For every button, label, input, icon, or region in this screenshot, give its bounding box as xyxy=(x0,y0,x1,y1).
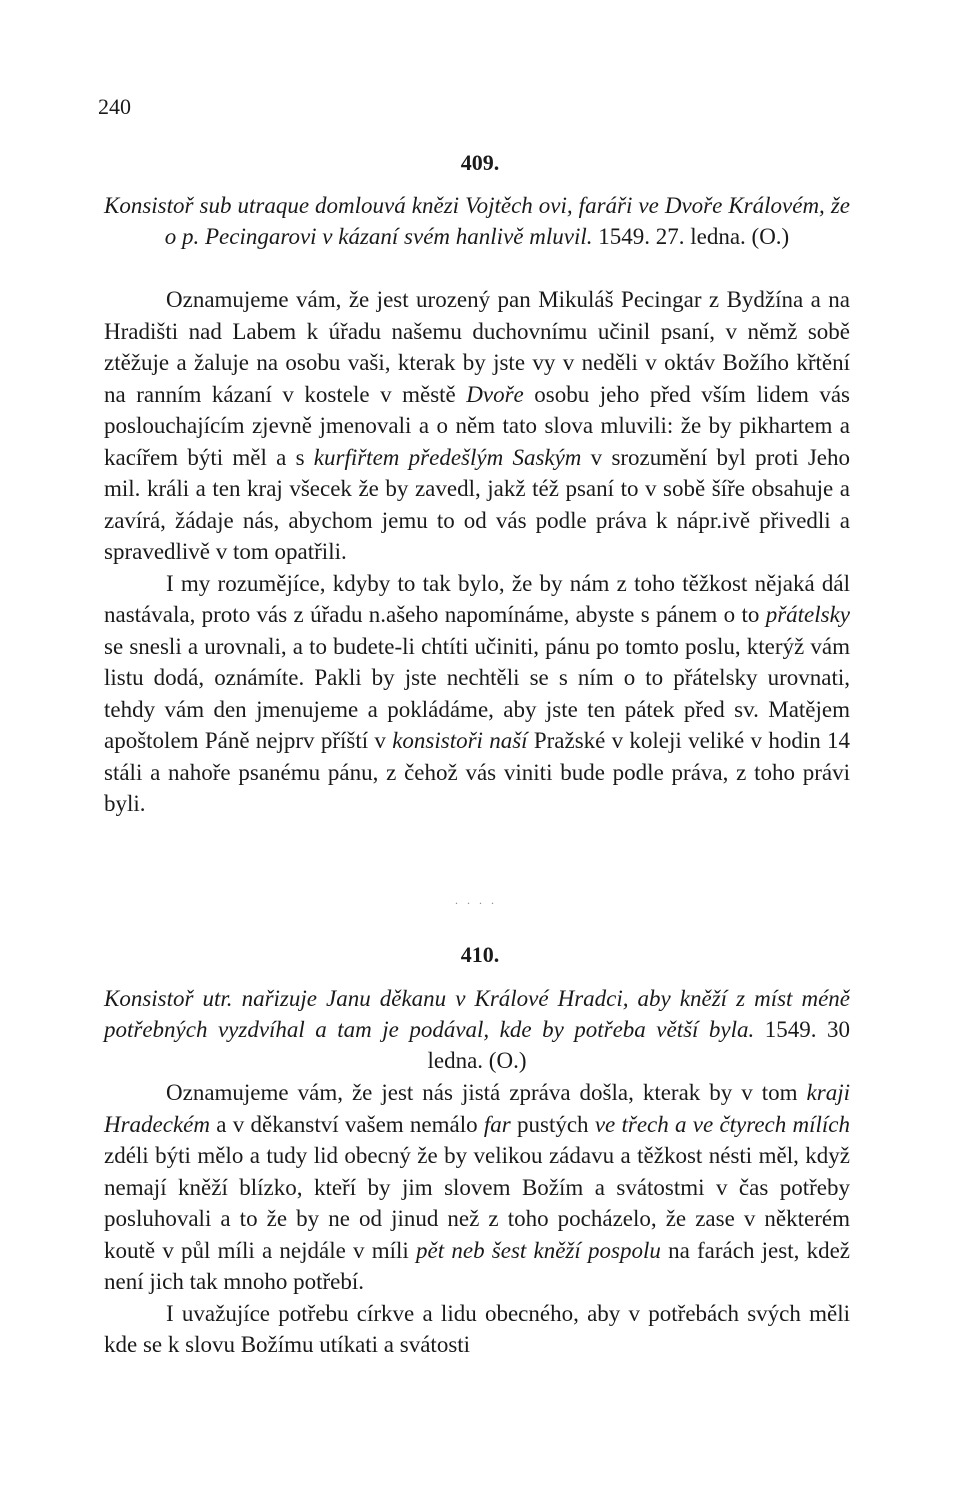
italic-phrase: konsistoři naší xyxy=(392,728,528,753)
italic-phrase: ve třech a ve čtyrech mílích xyxy=(594,1111,851,1137)
paragraph: I my rozumějíce, kdyby to tak bylo, že by nám z toho těžkost nějaká dál nastávala, proto vás z úřadu n.ašeho napomínáme, abyste s pánem o to přátelsky se snesli a urovnali, a to budete-li chtíti učiniti, pánu po tomto poslu, kterýž vám listu dodá, oznámíte. Pakli by jste nechtěli se s ním o to přátelsky urovnati, tehdy vám den jmenujeme a pokládáme, aby jste ten pátek před sv. Matějem apoštolem Páně nejprv příští v konsistoři naší Pražské v koleji veliké v hodin 14 stáli a nahoře psanému pánu, z čehož vás viniti bude podle práva, z toho právi byli. xyxy=(104,570,850,816)
italic-phrase: přátelsky xyxy=(765,602,850,627)
paragraph: Oznamujeme vám, že jest nás jistá zpráva došla, kterak by v tom kraji Hradeckém a v děkanství vašem nemálo far pustých ve třech a ve čtyrech mílích zdéli býti mělo a tudy lid obecný že by velikou zádavu a těžkost nésti měl, když nemají kněží blízko, kteří by jim slovem Božím a svátostmi v čas potřeby posluhovali a to že by ne od jinud než z toho pocházelo, že zase v některém koutě v půl míli a nejdále v míli pět neb šest kněží pospolu na farách jest, kdež není jich tak mnoho potřebí. xyxy=(104,1080,851,1294)
paragraph: I uvažujíce potřebu církve a lidu obecného, aby v potřebách svých měli kde se k slovu Božímu utíkati a svátosti xyxy=(104,1300,850,1357)
document-number-409: 409. xyxy=(460,150,500,175)
heading-summary: Konsistoř sub utraque domlouvá knězi Vojtěch ovi, faráři ve Dvoře Královém, že o p. Pecingarovi v kázaní svém hanlivě mluvil. xyxy=(104,193,850,249)
document-body-409 xyxy=(104,284,850,820)
heading-date: 1549. 27. ledna. (O.) xyxy=(598,224,790,249)
heading-summary: Konsistoř utr. nařizuje Janu děkanu v Králové Hradci, aby kněží z míst méně potřebných vyzdvíhal a tam je podával, kde by potřeba větší byla. xyxy=(104,986,850,1042)
italic-phrase: kurfiřtem předešlým Saským xyxy=(313,444,582,470)
document-heading-410 xyxy=(104,983,850,1076)
document-number-410: 410. xyxy=(460,942,500,967)
italic-phrase: kraji Hradeckém xyxy=(104,1080,850,1137)
separator-dots: . . . . xyxy=(455,893,497,907)
paragraph: Oznamujeme vám, že jest urozený pan Mikuláš Pecingar z Bydžína a na Hradišti nad Labem k úřadu našemu duchovnímu učinil psaní, v němž sobě ztěžuje a žaluje na osobu vaši, kterak by jste vy v neděli v oktáv Božího křtění na ranním kázaní v kostele v městě Dvoře osobu jeho před vším lidem vás poslouchajícím zjevně jmenovali a o něm tato slova mluvili: že by pikhartem a kacířem býti měl a s kurfiřtem předešlým Saským v srozumění byl proti Jeho mil. králi a ten kraj všecek že by zavedl, jakž též psaní to v sobě šíře obsahuje a zavírá, žádaje nás, abychom jemu to od vás podle práva k nápr.ivě přivedli a spravedlivě v tom opatřili. xyxy=(104,287,851,564)
heading-date: 1549. 30 ledna. (O.) xyxy=(427,1017,850,1073)
italic-phrase: Dvoře xyxy=(466,381,524,407)
italic-phrase: pět neb šest kněží pospolu xyxy=(416,1237,661,1263)
italic-phrase: far xyxy=(483,1111,511,1137)
document-body-410 xyxy=(104,1077,850,1361)
page-number: 240 xyxy=(98,94,131,119)
document-heading-409 xyxy=(104,190,850,252)
